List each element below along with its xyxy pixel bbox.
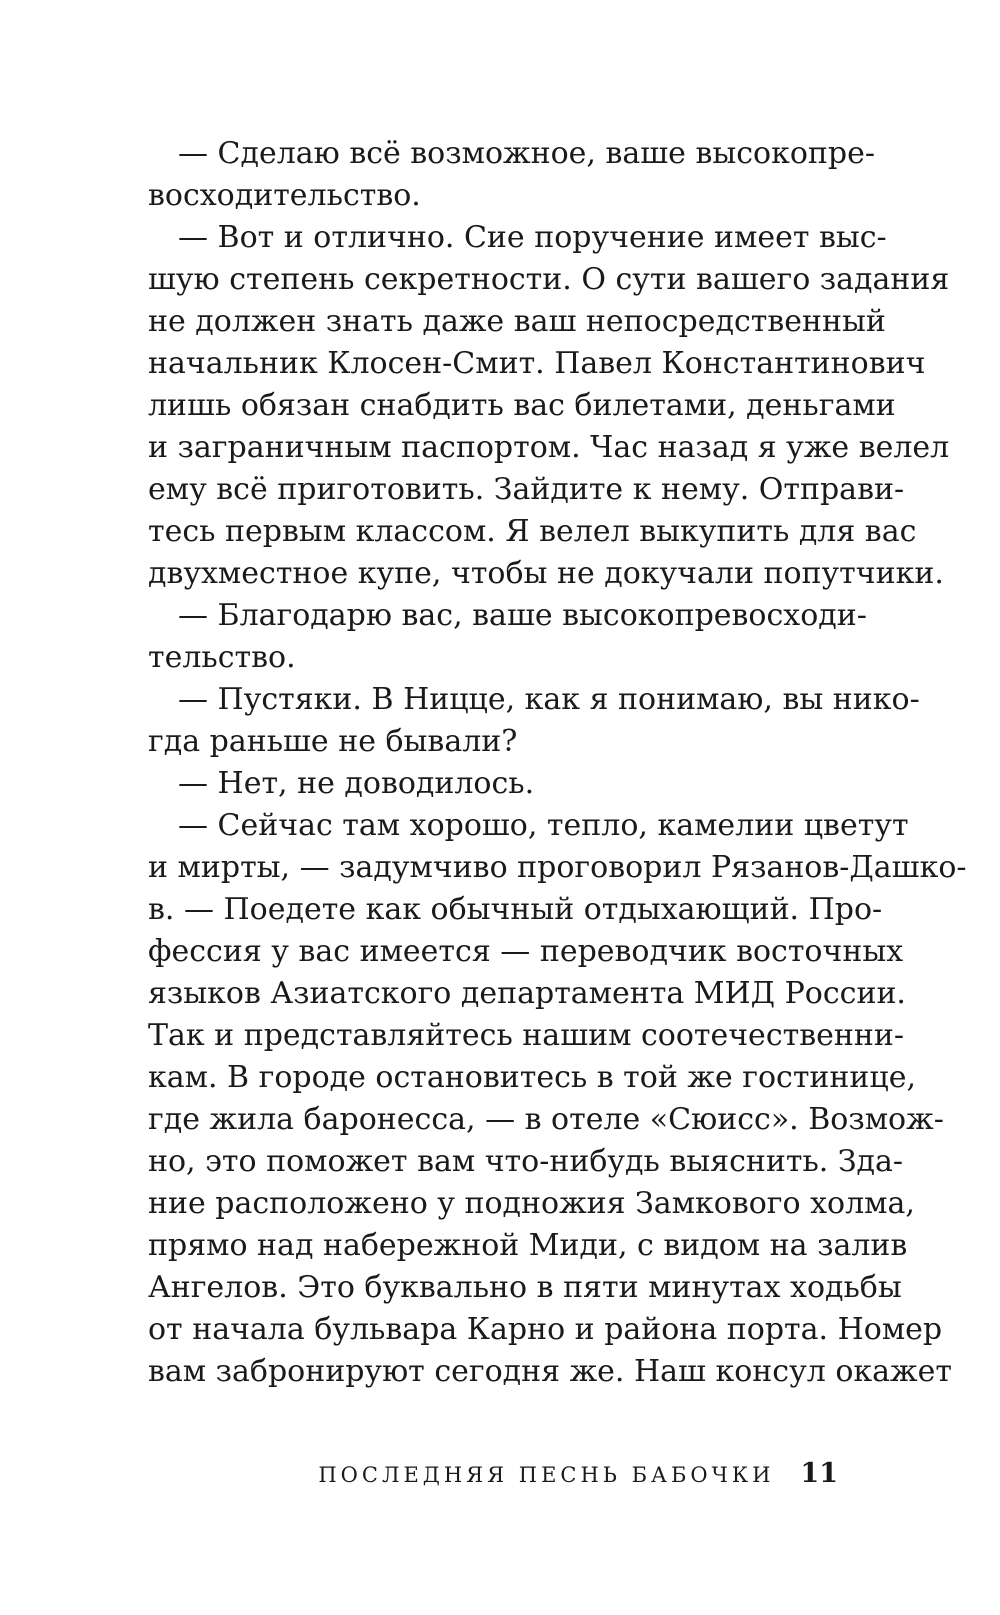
- text-line: от начала бульвара Карно и района порта. Номер: [148, 1312, 943, 1347]
- text-line: лишь обязан снабдить вас билетами, деньгами: [148, 388, 896, 423]
- body-text: [148, 133, 967, 1393]
- page-footer: [148, 1458, 838, 1498]
- text-line: ему всё приготовить. Зайдите к нему. Отправи-: [148, 472, 905, 507]
- text-line: в. — Поедете как обычный отдыхающий. Про-: [148, 892, 883, 927]
- text-line: кам. В городе остановитесь в той же гостинице,: [148, 1060, 916, 1095]
- text-line: где жила баронесса, — в отеле «Сюисс». Возмож-: [148, 1102, 944, 1137]
- text-line: тесь первым классом. Я велел выкупить для вас: [148, 514, 917, 549]
- text-line: языков Азиатского департамента МИД России.: [148, 976, 906, 1011]
- text-line: гда раньше не бывали?: [148, 724, 518, 759]
- text-line: — Сейчас там хорошо, тепло, камелии цветут: [178, 808, 909, 843]
- text-line: двухместное купе, чтобы не докучали попутчики.: [148, 556, 944, 591]
- text-line: прямо над набережной Миди, с видом на залив: [148, 1228, 908, 1263]
- text-line: шую степень секретности. О сути вашего задания: [148, 262, 950, 297]
- text-line: фессия у вас имеется — переводчик восточных: [148, 934, 904, 969]
- text-line: начальник Клосен-Смит. Павел Константинович: [148, 346, 926, 381]
- text-line: — Вот и отлично. Сие поручение имеет выс-: [178, 220, 887, 255]
- text-line: Так и представляйтесь нашим соотечественни-: [148, 1018, 904, 1053]
- page-number: 11: [800, 1458, 838, 1489]
- text-line: но, это поможет вам что-нибудь выяснить. Зда-: [148, 1144, 904, 1179]
- text-line: — Пустяки. В Ницце, как я понимаю, вы нико-: [178, 682, 920, 717]
- text-line: — Благодарю вас, ваше высокопревосходи-: [178, 598, 867, 633]
- text-line: ние расположено у подножия Замкового холма,: [148, 1186, 915, 1221]
- text-line: — Сделаю всё возможное, ваше высокопре-: [178, 136, 875, 171]
- text-line: — Нет, не доводилось.: [178, 766, 535, 801]
- text-line: Ангелов. Это буквально в пяти минутах ходьбы: [148, 1270, 902, 1305]
- text-line: не должен знать даже ваш непосредственный: [148, 304, 886, 339]
- text-line: и заграничным паспортом. Час назад я уже велел: [148, 430, 950, 465]
- text-line: и мирты, — задумчиво проговорил Рязанов-Дашко-: [148, 850, 967, 885]
- text-line: вам забронируют сегодня же. Наш консул окажет: [148, 1354, 952, 1389]
- text-line: восходительство.: [148, 178, 421, 213]
- text-line: тельство.: [148, 640, 296, 675]
- running-title: ПОСЛЕДНЯЯ ПЕСНЬ БАБОЧКИ: [318, 1463, 775, 1487]
